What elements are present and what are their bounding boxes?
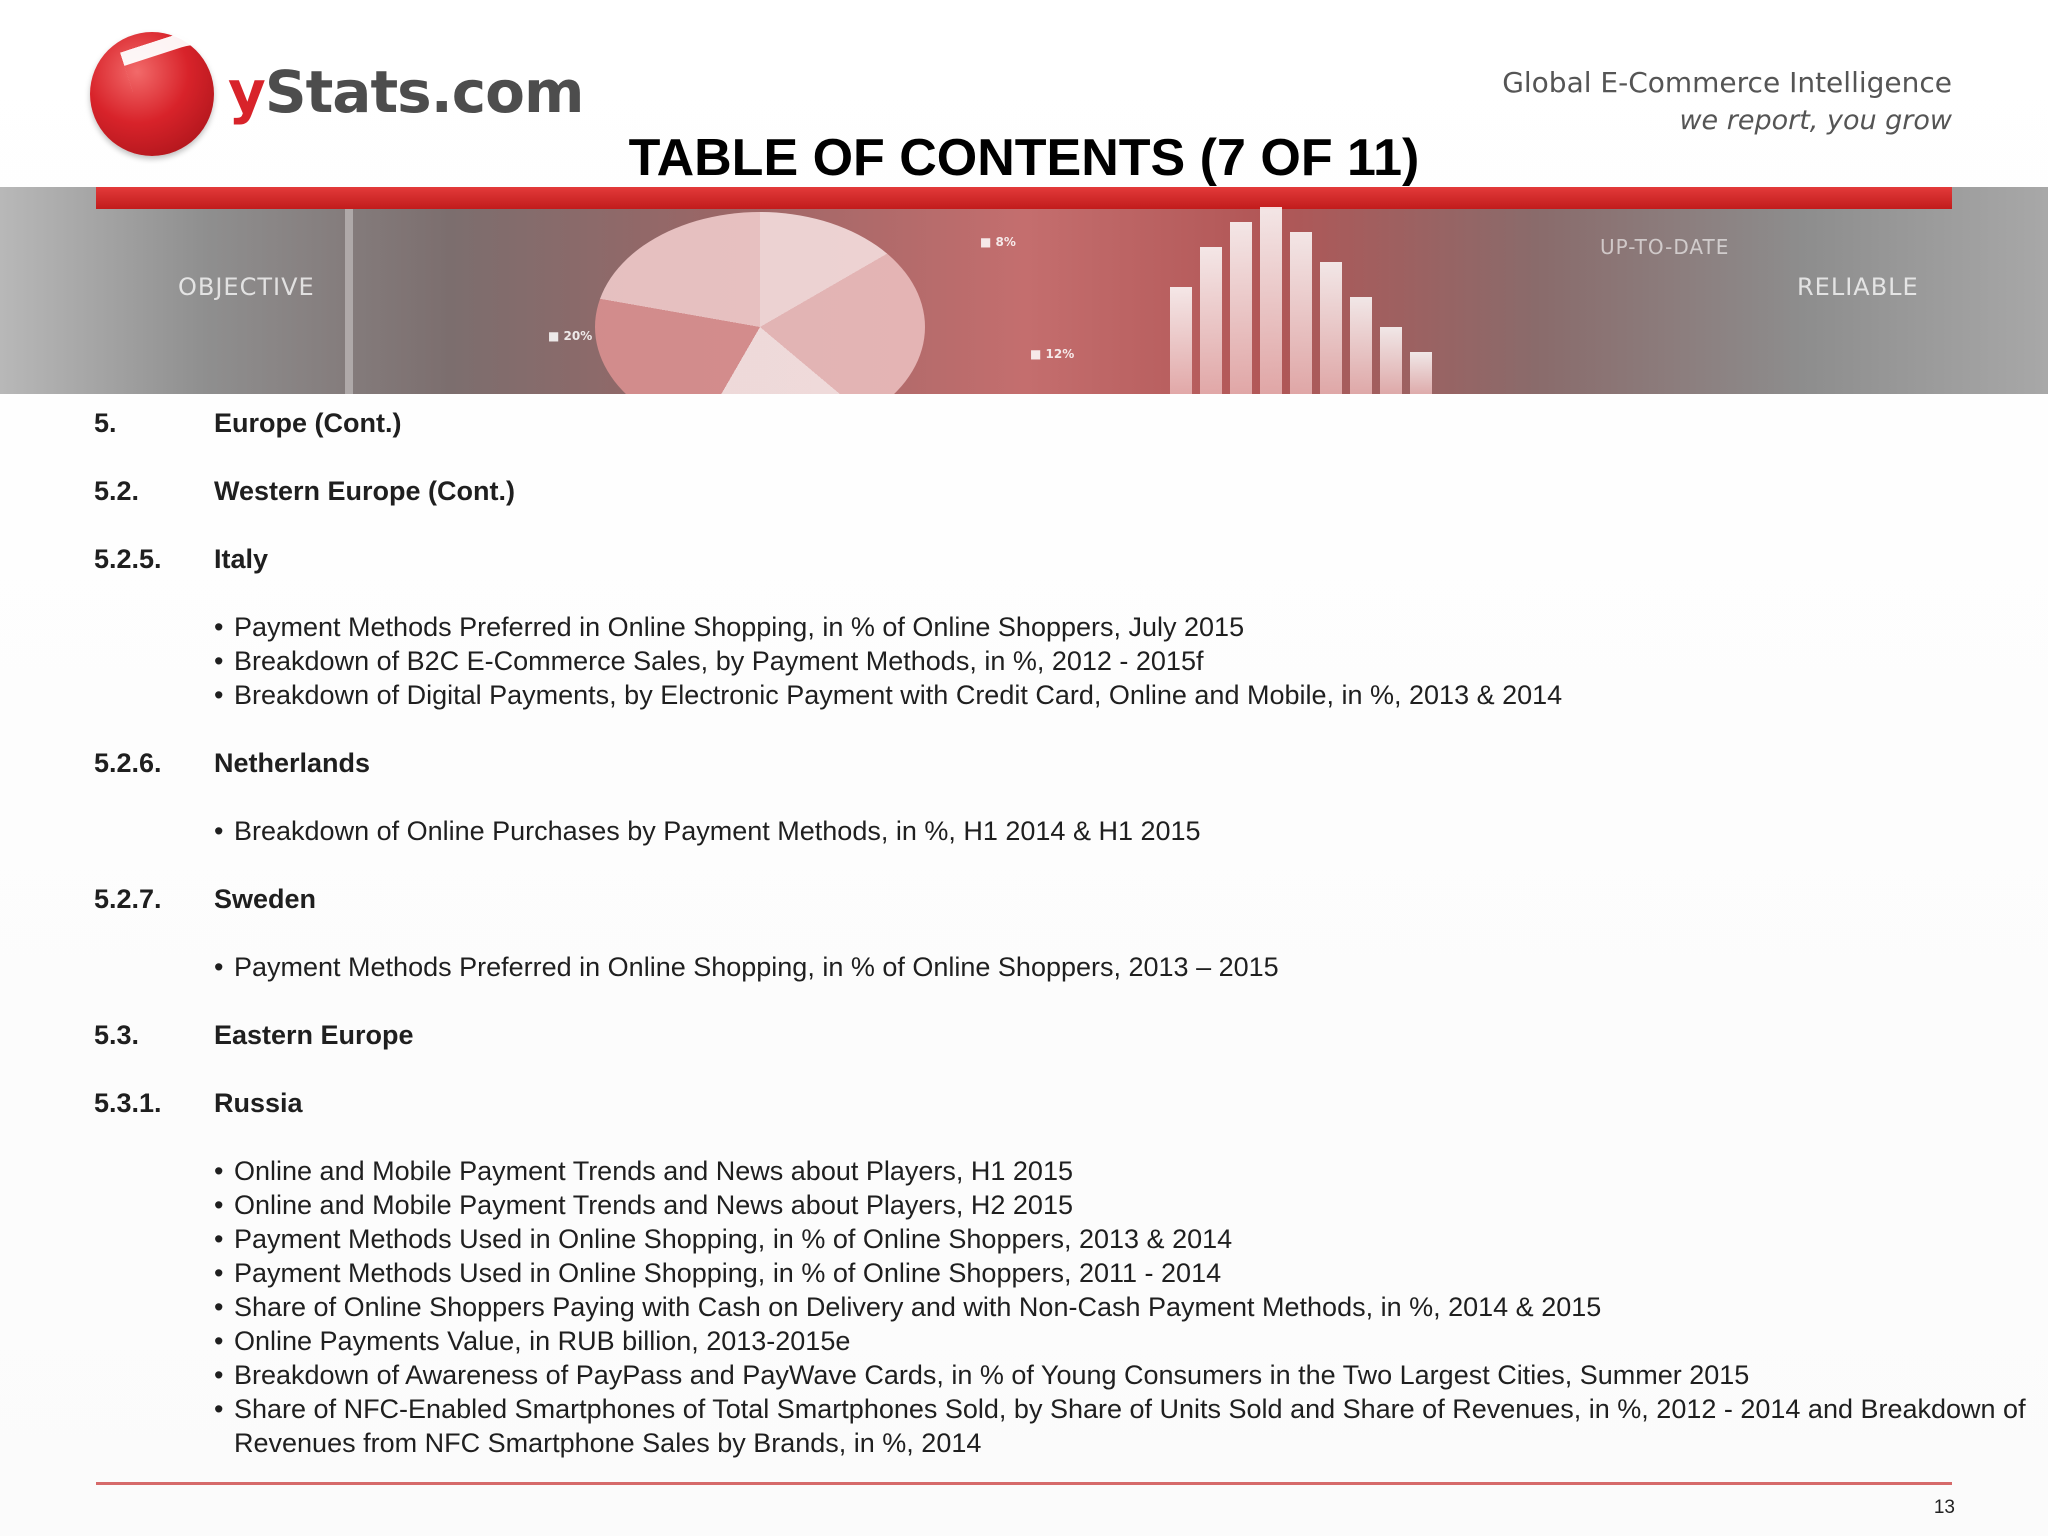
list-item: • Payment Methods Preferred in Online Shopping, in % of Online Shoppers, 2013 – 2015 xyxy=(214,950,2044,984)
list-item: • Payment Methods Preferred in Online Shopping, in % of Online Shoppers, July 2015 xyxy=(214,610,2044,644)
russia-list xyxy=(214,1154,2044,1460)
header-banner-image xyxy=(0,187,2048,394)
banner-word-objective: OBJECTIVE xyxy=(178,273,315,301)
page-title: TABLE OF CONTENTS (7 OF 11) xyxy=(628,129,1420,187)
section-number: 5.3. xyxy=(94,1020,140,1050)
banner-pole xyxy=(345,209,353,394)
section-number: 5. xyxy=(94,408,117,438)
list-item: • Breakdown of Digital Payments, by Electronic Payment with Credit Card, Online and Mobile, in %, 2013 & 2014 xyxy=(214,678,2044,712)
list-item: • Payment Methods Used in Online Shopping, in % of Online Shoppers, 2011 - 2014 xyxy=(214,1256,2044,1290)
section-label: Sweden xyxy=(214,884,317,914)
tagline-line1: Global E-Commerce Intelligence xyxy=(1502,66,1952,99)
section-label: Russia xyxy=(214,1088,303,1118)
section-number: 5.2. xyxy=(94,476,140,506)
section-number: 5.3.1. xyxy=(94,1088,162,1118)
banner-word-reliable: RELIABLE xyxy=(1797,273,1919,301)
section-label: Eastern Europe xyxy=(214,1020,414,1050)
netherlands-list xyxy=(214,814,2044,848)
sweden-list xyxy=(214,950,2044,984)
tagline-line2: we report, you grow xyxy=(1679,105,1952,136)
pie-chart-graphic xyxy=(595,212,925,394)
list-item: • Online Payments Value, in RUB billion, 2013-2015e xyxy=(214,1324,2044,1358)
list-item: • Payment Methods Used in Online Shopping, in % of Online Shoppers, 2013 & 2014 xyxy=(214,1222,2044,1256)
banner-pct-label: ■ 12% xyxy=(1030,347,1075,361)
section-label: Europe (Cont.) xyxy=(214,408,402,438)
logo-text xyxy=(228,58,583,126)
bar-chart-graphic xyxy=(1170,207,1450,394)
banner-pct-label: ■ 20% xyxy=(548,329,593,343)
banner-word-up-to-date: UP-TO-DATE xyxy=(1600,235,1730,259)
list-item: • Online and Mobile Payment Trends and News about Players, H2 2015 xyxy=(214,1188,2044,1222)
section-label: Western Europe (Cont.) xyxy=(214,476,516,506)
list-item: • Breakdown of B2C E-Commerce Sales, by Payment Methods, in %, 2012 - 2015f xyxy=(214,644,2044,678)
section-label: Italy xyxy=(214,544,269,574)
banner-red-bar xyxy=(96,187,1952,209)
logo-text-rest: Stats.com xyxy=(264,58,584,126)
footer-divider xyxy=(96,1482,1952,1485)
section-number: 5.2.5. xyxy=(94,544,162,574)
logo-text-y: y xyxy=(228,58,265,126)
list-item: • Breakdown of Online Purchases by Payment Methods, in %, H1 2014 & H1 2015 xyxy=(214,814,2044,848)
section-number: 5.2.6. xyxy=(94,748,162,778)
tagline xyxy=(1502,66,1952,136)
list-item: • Online and Mobile Payment Trends and News about Players, H1 2015 xyxy=(214,1154,2044,1188)
section-label: Netherlands xyxy=(214,748,371,778)
page-number: 13 xyxy=(1933,1497,1955,1518)
section-number: 5.2.7. xyxy=(94,884,162,914)
italy-list xyxy=(214,610,2044,712)
list-item: • Breakdown of Awareness of PayPass and PayWave Cards, in % of Young Consumers in the Two Largest Cities, Summer 2015 xyxy=(214,1358,2044,1392)
list-item: • Share of Online Shoppers Paying with Cash on Delivery and with Non-Cash Payment Methods, in %, 2014 & 2015 xyxy=(214,1290,2044,1324)
list-item: • Share of NFC-Enabled Smartphones of Total Smartphones Sold, by Share of Units Sold and Share of Revenues, in %, 2012 - 2014 and Breakdown of Revenues from NFC Smartphone Sales by Brands, in %, 2014 xyxy=(214,1392,2044,1460)
banner-pct-label: ■ 8% xyxy=(980,235,1016,249)
